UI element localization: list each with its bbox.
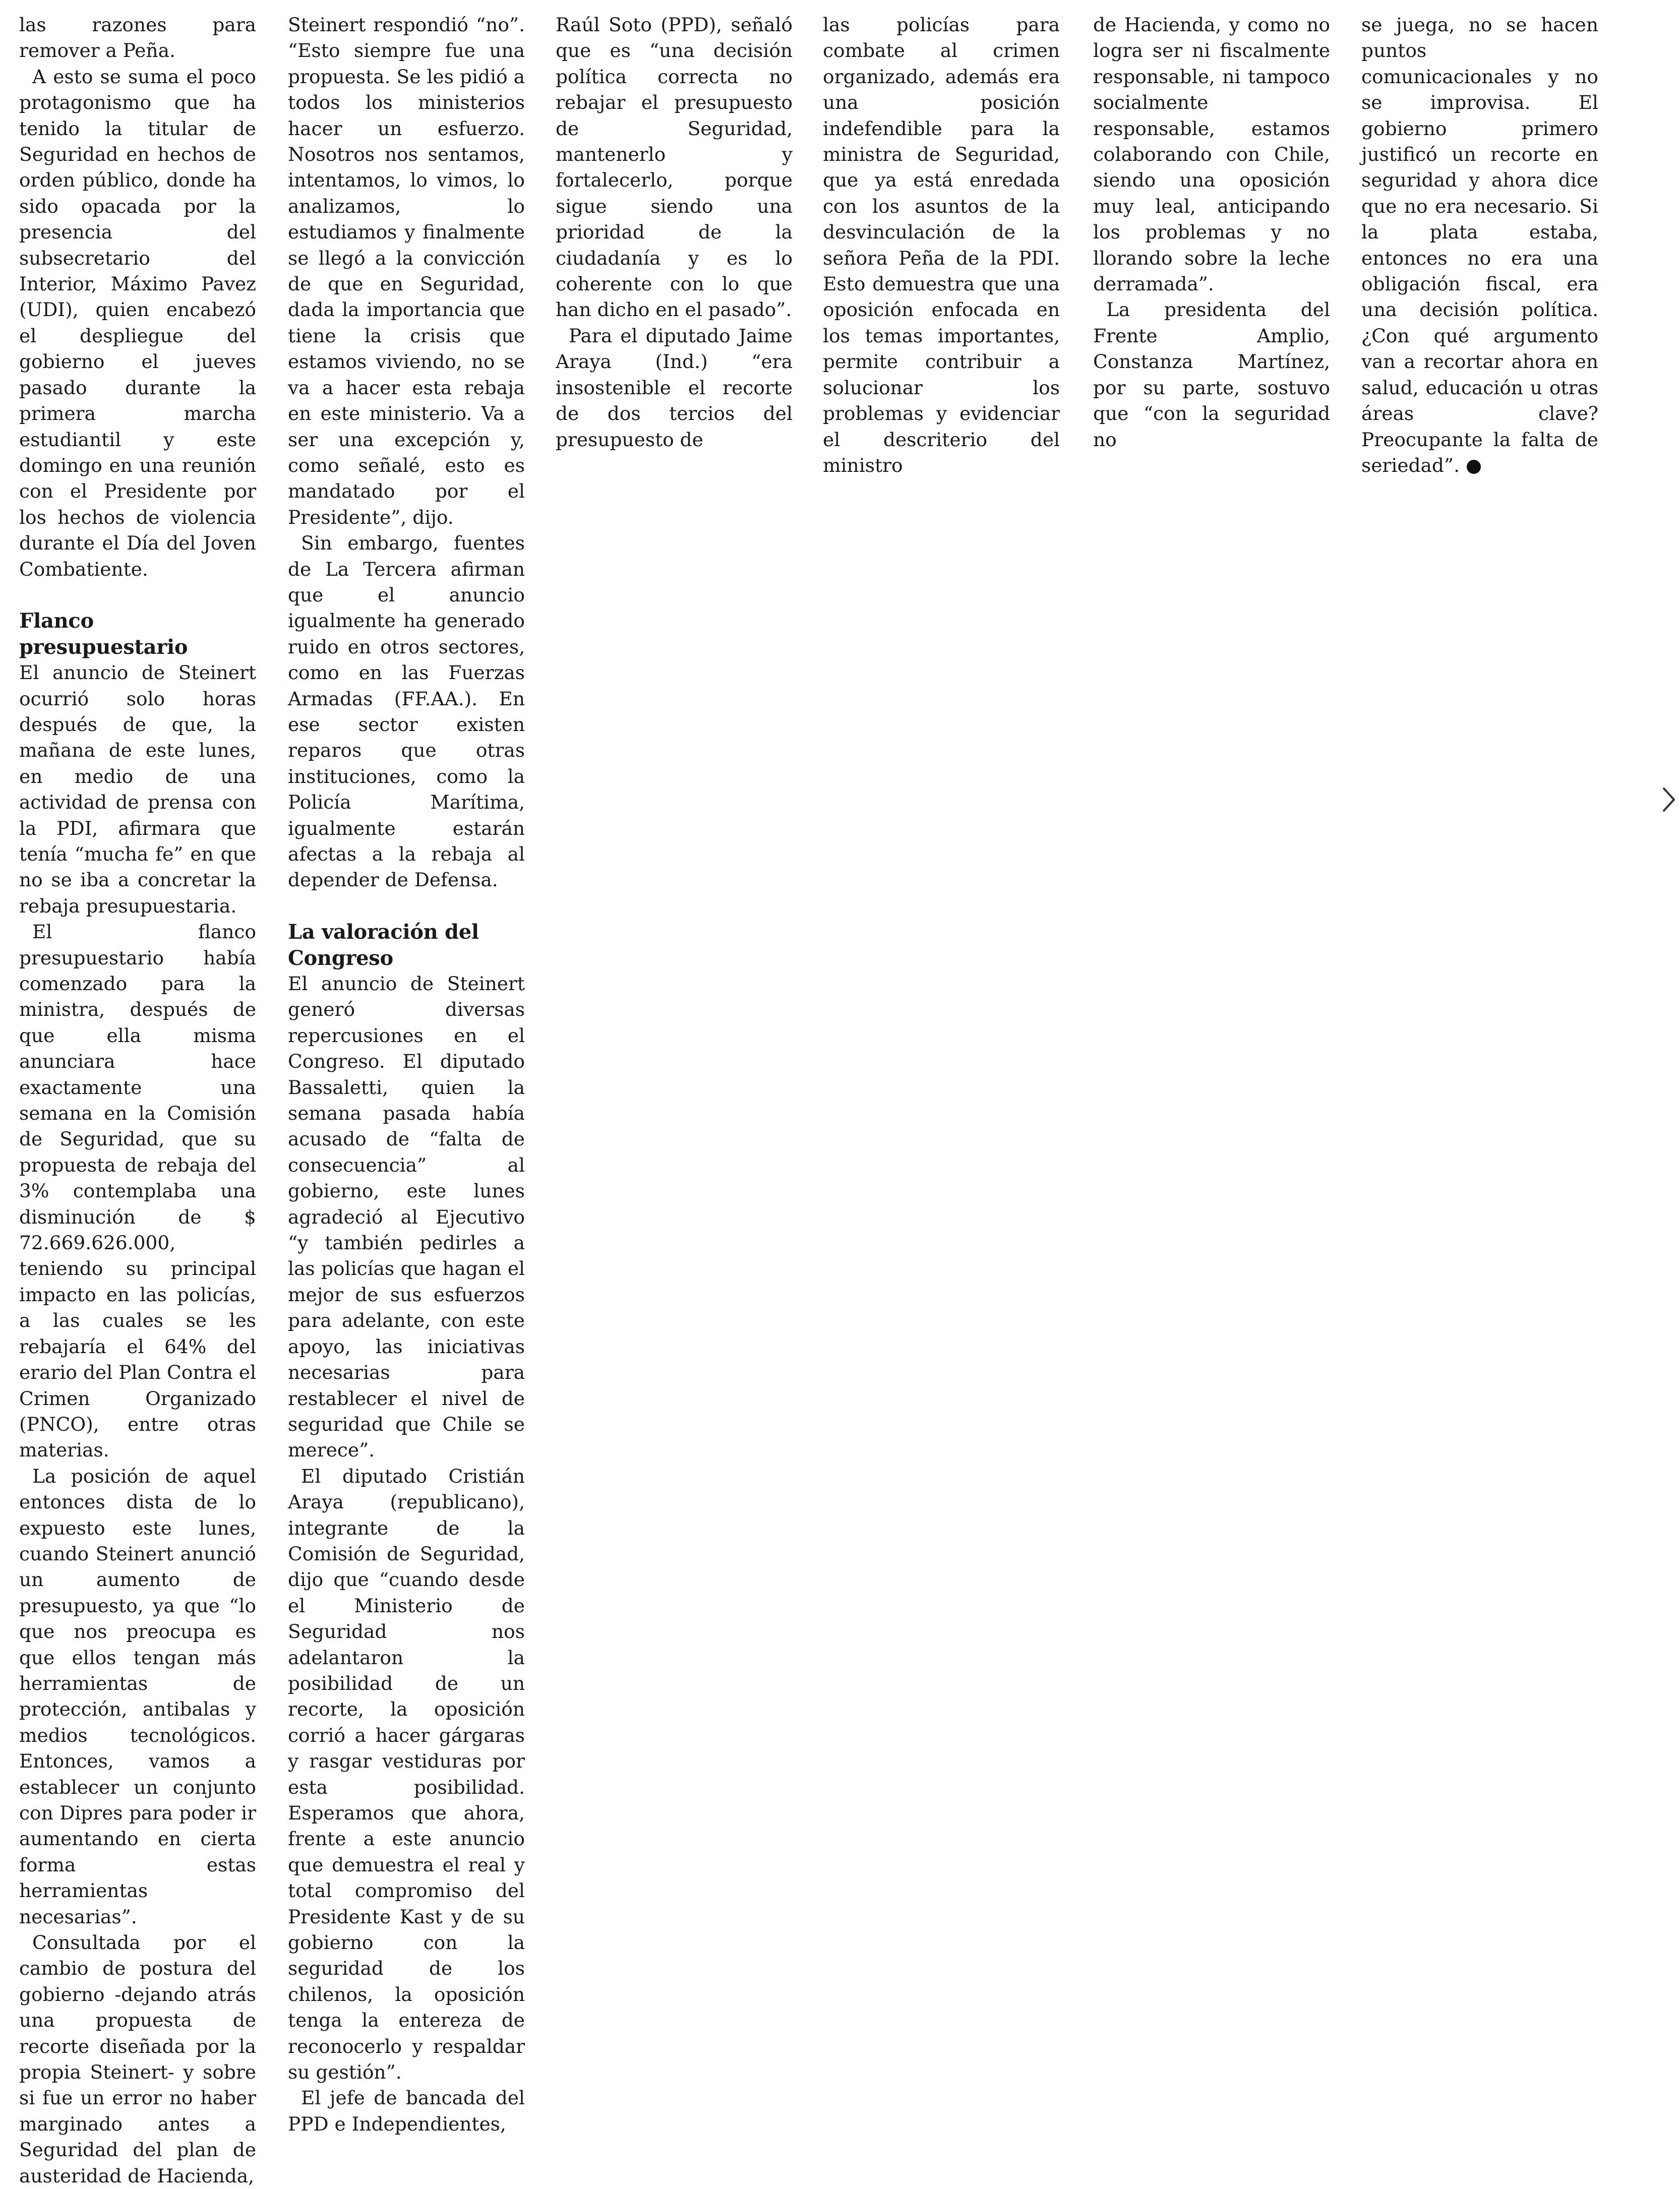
column-4 — [823, 12, 1060, 478]
paragraph-text: El jefe de bancada del PPD e Independientes, — [288, 2087, 525, 2135]
paragraph-text: La presidenta del Frente Amplio, Constanza Martínez, por su parte, sostuvo que “con la seguridad no — [1093, 298, 1330, 451]
paragraph-text: Sin embargo, fuentes de La Tercera afirman que el anuncio igualmente ha generado ruido en otros sectores, como en las Fuerzas Armadas (FF.AA.). En ese sector existen reparos que otras instituciones, como la Policía Marítima, igualmente estarán afectas a la rebaja al depender de Defensa. — [288, 532, 525, 891]
article-paragraph — [19, 660, 256, 919]
article-paragraph — [556, 12, 793, 323]
article-paragraph — [288, 1464, 525, 2086]
article-paragraph — [288, 530, 525, 893]
chevron-right-icon[interactable] — [1660, 784, 1678, 815]
section-heading: La valoración del Congreso — [288, 920, 479, 970]
column-3 — [556, 12, 793, 453]
paragraph-text: El diputado Cristián Araya (republicano), integrante de la Comisión de Seguridad, dijo que “cuando desde el Ministerio de Seguridad nos adelantaron la posibilidad de un recorte, la oposición corrió a hacer gárgaras y rasgar vestiduras por esta posibilidad. Esperamos que ahora, frente a este anuncio que demuestra el real y total compromiso del Presidente Kast y de su gobierno con la seguridad de los chilenos, la oposición tenga la entereza de reconocerlo y respaldar su gestión”. — [288, 1465, 525, 2084]
column-5 — [1093, 12, 1330, 453]
article-paragraph — [19, 64, 256, 582]
paragraph-text: Para el diputado Jaime Araya (Ind.) “era insostenible el recorte de dos tercios del presupuesto de — [556, 324, 793, 451]
paragraph-text: Raúl Soto (PPD), señaló que es “una decisión política correcta no rebajar el presupuesto de Seguridad, mantenerlo y fortalecerlo, porque sigue siendo una prioridad de la ciudadanía y es lo coherente con lo que han dicho en el pasado”. — [556, 14, 793, 321]
paragraph-text: Steinert respondió “no”. “Esto siempre fue una propuesta. Se les pidió a todos los ministerios hacer un esfuerzo. Nosotros nos sentamos, intentamos, lo vimos, lo analizamos, lo estudiamos y finalmente se llegó a la convicción de que en Seguridad, dada la importancia que tiene la crisis que estamos viviendo, no se va a hacer esta rebaja en este ministerio. Va a ser una excepción y, como señalé, esto es mandatado por el Presidente”, dijo. — [288, 14, 525, 528]
article-paragraph — [19, 919, 256, 1464]
column-1 — [19, 12, 256, 2189]
paragraph-text: se juega, no se hacen puntos comunicacionales y no se improvisa. El gobierno primero justificó un recorte en seguridad y ahora dice que no era necesario. Si la plata estaba, entonces no era una obligación fiscal, era una decisión política. ¿Con qué argumento van a recortar ahora en salud, educación u otras áreas clave? Preocupante la falta de seriedad”. — [1361, 14, 1598, 476]
article-paragraph — [1093, 297, 1330, 452]
section-heading: Flanco presupuestario — [19, 609, 188, 659]
paragraph-spacer — [19, 582, 256, 608]
column-6 — [1361, 12, 1598, 478]
paragraph-text: El anuncio de Steinert generó diversas repercusiones en el Congreso. El diputado Bassaletti, quien la semana pasada había acusado de “falta de consecuencia” al gobierno, este lunes agradeció al Ejecutivo “y también pedirles a las policías que hagan el mejor de sus esfuerzos para adelante, con este apoyo, las iniciativas necesarias para restablecer el nivel de seguridad que Chile se merece”. — [288, 972, 525, 1462]
article-paragraph — [1093, 12, 1330, 297]
article-paragraph — [288, 971, 525, 1464]
end-of-article-mark — [1467, 460, 1481, 474]
column-2 — [288, 12, 525, 2137]
paragraph-text: las policías para combate al crimen organizado, además era una posición indefendible para la ministra de Seguridad, que ya está enredada con los asuntos de la desvinculación de la señora Peña de la PDI. Esto demuestra que una oposición enfocada en los temas importantes, permite contribuir a solucionar los problemas y evidenciar el descriterio del ministro — [823, 14, 1060, 476]
paragraph-text: A esto se suma el poco protagonismo que ha tenido la titular de Seguridad en hechos de orden público, donde ha sido opacada por la presencia del subsecretario del Interior, Máximo Pavez (UDI), quien encabezó el despliegue del gobierno el jueves pasado durante la primera marcha estudiantil y este domingo en una reunión con el Presidente por los hechos de violencia durante el Día del Joven Combatiente. — [19, 65, 256, 580]
article-paragraph — [288, 12, 525, 530]
paragraph-text: El flanco presupuestario había comenzado para la ministra, después de que ella misma anunciara hace exactamente una semana en la Comisión de Seguridad, que su propuesta de rebaja del 3% contemplaba una disminución de $ 72.669.626.000, teniendo su principal impacto en las policías, a las cuales se les rebajaría el 64% del erario del Plan Contra el Crimen Organizado (PNCO), entre otras materias. — [19, 921, 256, 1462]
article-paragraph — [823, 12, 1060, 478]
paragraph-text: las razones para remover a Peña. — [19, 14, 256, 62]
paragraph-text: La posición de aquel entonces dista de lo expuesto este lunes, cuando Steinert anunció un aumento de presupuesto, ya que “lo que nos preocupa es que ellos tengan más herramientas de protección, antibalas y medios tecnológicos. Entonces, vamos a establecer un conjunto con Dipres para poder ir aumentando en cierta forma estas herramientas necesarias”. — [19, 1465, 256, 1928]
next-page-button[interactable] — [1660, 784, 1678, 815]
paragraph-text: El anuncio de Steinert ocurrió solo horas después de que, la mañana de este lunes, en medio de una actividad de prensa con la PDI, afirmara que tenía “mucha fe” en que no se iba a concretar la rebaja presupuestaria. — [19, 661, 256, 917]
paragraph-spacer — [288, 893, 525, 919]
article-paragraph — [288, 2085, 525, 2137]
paragraph-text: de Hacienda, y como no logra ser ni fiscalmente responsable, ni tampoco socialmente responsable, estamos colaborando con Chile, siendo una oposición muy leal, anticipando los problemas y no llorando sobre la leche derramada”. — [1093, 14, 1330, 295]
article-paragraph — [19, 1464, 256, 1930]
article-paragraph — [556, 323, 793, 453]
article-paragraph — [1361, 12, 1598, 478]
article-paragraph — [19, 1930, 256, 2189]
paragraph-text: Consultada por el cambio de postura del gobierno -dejando atrás una propuesta de recorte diseñada por la propia Steinert- y sobre si fue un error no haber marginado antes a Seguridad del plan de austeridad de Hacienda, — [19, 1931, 256, 2187]
article-paragraph — [19, 12, 256, 64]
